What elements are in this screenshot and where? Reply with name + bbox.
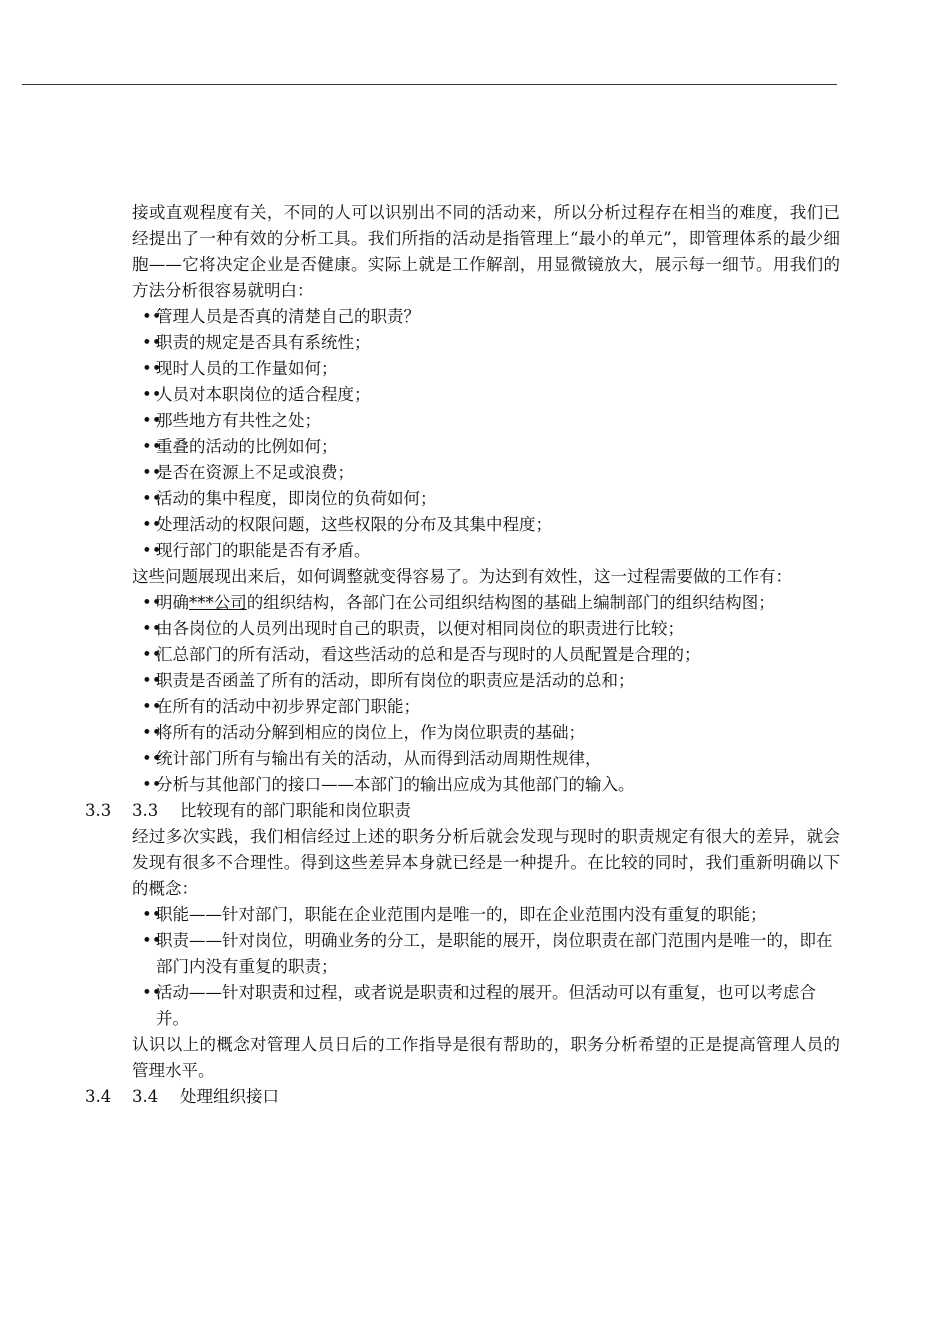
list-item: •• 职责——针对岗位，明确业务的分工，是职能的展开，岗位职责在部门范围内是唯一的，即在部门内没有重复的职责； — [132, 928, 840, 980]
list-item: •• 职责的规定是否具有系统性； — [132, 330, 840, 356]
concept-list — [132, 902, 840, 1032]
section-heading-3-4 — [85, 1084, 840, 1110]
bullet-icon: •• — [142, 645, 162, 664]
section-number: 3.4 — [132, 1087, 159, 1106]
bullet-icon: •• — [142, 619, 162, 638]
bullet-icon: •• — [142, 411, 162, 430]
list-item: •• 是否在资源上不足或浪费； — [132, 460, 840, 486]
list-item: •• 汇总部门的所有活动，看这些活动的总和是否与现时的人员配置是合理的； — [132, 642, 840, 668]
question-list — [132, 304, 840, 564]
section-number-outer: 3.4 — [85, 1087, 112, 1106]
list-item: •• 分析与其他部门的接口——本部门的输出应成为其他部门的输入。 — [132, 772, 840, 798]
work-intro-paragraph: 这些问题展现出来后，如何调整就变得容易了。为达到有效性，这一过程需要做的工作有： — [132, 567, 792, 586]
bullet-icon: •• — [142, 437, 162, 456]
bullet-icon: •• — [142, 541, 162, 560]
bullet-icon: •• — [142, 515, 162, 534]
list-item: •• 重叠的活动的比例如何； — [132, 434, 840, 460]
list-item: •• 由各岗位的人员列出现时自己的职责，以便对相同岗位的职责进行比较； — [132, 616, 840, 642]
work-list — [132, 590, 840, 798]
section-number: 3.3 — [132, 801, 159, 820]
bullet-icon: •• — [142, 307, 162, 326]
list-item: •• 活动的集中程度，即岗位的负荷如何； — [132, 486, 840, 512]
section-title: 比较现有的部门职能和岗位职责 — [180, 801, 411, 820]
section-title: 处理组织接口 — [180, 1087, 279, 1106]
intro-paragraph: 接或直观程度有关，不同的人可以识别出不同的活动来，所以分析过程存在相当的难度，我们已经提出了一种有效的分析工具。我们所指的活动是指管理上“最小的单元”，即管理体系的最少细胞——它将决定企业是否健康。实际上就是工作解剖，用显微镜放大，展示每一细节。用我们的方法分析很容易就明白： — [132, 203, 840, 300]
section-number-outer: 3.3 — [85, 801, 112, 820]
list-item: •• 那些地方有共性之处； — [132, 408, 840, 434]
bullet-icon: •• — [142, 489, 162, 508]
bullet-icon: •• — [142, 593, 162, 612]
list-item: •• 职能——针对部门，职能在企业范围内是唯一的，即在企业范围内没有重复的职能； — [132, 902, 840, 928]
bullet-icon: •• — [142, 385, 162, 404]
bullet-icon: •• — [142, 775, 162, 794]
bullet-icon: •• — [142, 359, 162, 378]
bullet-icon: •• — [142, 983, 162, 1002]
header-rule — [22, 84, 837, 85]
list-item: •• 将所有的活动分解到相应的岗位上，作为岗位职责的基础； — [132, 720, 840, 746]
bullet-icon: •• — [142, 723, 162, 742]
list-item: •• 在所有的活动中初步界定部门职能； — [132, 694, 840, 720]
list-item: •• 统计部门所有与输出有关的活动，从而得到活动周期性规律， — [132, 746, 840, 772]
list-item: •• 明确***公司的组织结构，各部门在公司组织结构图的基础上编制部门的组织结构图； — [132, 590, 840, 616]
bullet-icon: •• — [142, 463, 162, 482]
list-item: •• 管理人员是否真的清楚自己的职责？ — [132, 304, 840, 330]
bullet-icon: •• — [142, 671, 162, 690]
bullet-icon: •• — [142, 749, 162, 768]
list-item: •• 职责是否函盖了所有的活动，即所有岗位的职责应是活动的总和； — [132, 668, 840, 694]
conclusion-paragraph: 认识以上的概念对管理人员日后的工作指导是很有帮助的，职务分析希望的正是提高管理人员的管理水平。 — [132, 1035, 840, 1080]
list-item: •• 人员对本职岗位的适合程度； — [132, 382, 840, 408]
bullet-icon: •• — [142, 697, 162, 716]
document-body — [85, 200, 840, 1110]
section-heading-3-3 — [85, 798, 840, 824]
bullet-icon: •• — [142, 333, 162, 352]
list-item: •• 活动——针对职责和过程，或者说是职责和过程的展开。但活动可以有重复，也可以考虑合并。 — [132, 980, 840, 1032]
bullet-icon: •• — [142, 905, 162, 924]
comparison-paragraph: 经过多次实践，我们相信经过上述的职务分析后就会发现与现时的职责规定有很大的差异，就会发现有很多不合理性。得到这些差异本身就已经是一种提升。在比较的同时，我们重新明确以下的概念： — [132, 827, 840, 898]
list-item: •• 处理活动的权限问题，这些权限的分布及其集中程度； — [132, 512, 840, 538]
list-item: •• 现行部门的职能是否有矛盾。 — [132, 538, 840, 564]
list-item: •• 现时人员的工作量如何； — [132, 356, 840, 382]
company-name: ***公司 — [189, 593, 247, 612]
bullet-icon: •• — [142, 931, 162, 950]
